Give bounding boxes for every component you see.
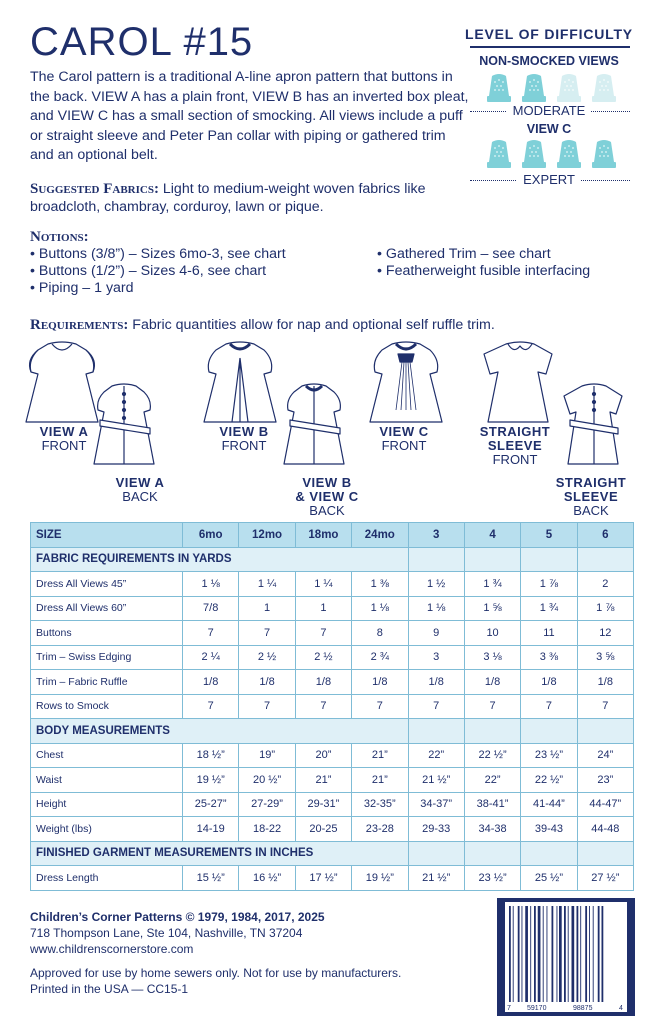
size-column-header: 6mo <box>183 523 239 548</box>
table-cell: 1/8 <box>521 670 577 695</box>
barcode-digits-1: 59170 <box>527 1005 547 1012</box>
row-label: Chest <box>31 743 183 768</box>
row-label: Rows to Smock <box>31 694 183 719</box>
table-section-header <box>31 547 634 572</box>
difficulty-group-viewc: VIEW C <box>526 122 572 136</box>
table-cell: 23 ½” <box>521 743 577 768</box>
table-cell: 1 <box>295 596 351 621</box>
table-row <box>31 596 634 621</box>
table-cell: 29-33 <box>408 817 464 842</box>
empty-cell <box>464 841 520 866</box>
table-cell: 1 ⅞ <box>577 596 633 621</box>
table-cell: 1 ¼ <box>295 572 351 597</box>
upc-barcode <box>497 898 635 1016</box>
barcode-bar <box>513 906 514 1002</box>
usage-notice <box>30 965 401 997</box>
barcode-bar <box>509 906 511 1002</box>
table-cell: 7 <box>239 694 295 719</box>
thimble-icon <box>521 138 547 170</box>
company-website[interactable]: www.childrenscornerstore.com <box>30 942 194 956</box>
table-cell: 25-27” <box>183 792 239 817</box>
table-cell: 21” <box>295 768 351 793</box>
empty-cell <box>521 841 577 866</box>
table-cell: 7 <box>295 694 351 719</box>
approval-text: Approved for use by home sewers only. Not for use by manufacturers. <box>30 966 402 980</box>
thimble-icon <box>556 72 582 104</box>
table-cell: 1/8 <box>183 670 239 695</box>
table-cell: 15 ½” <box>183 866 239 891</box>
table-cell: 23” <box>577 768 633 793</box>
size-column-header: 3 <box>408 523 464 548</box>
table-cell: 23 ½” <box>464 866 520 891</box>
table-cell: 7/8 <box>183 596 239 621</box>
label-view-a-front: VIEW A FRONT <box>39 424 89 453</box>
table-cell: 22 ½” <box>521 768 577 793</box>
table-row <box>31 817 634 842</box>
size-column-header: 5 <box>521 523 577 548</box>
table-cell: 1/8 <box>577 670 633 695</box>
barcode-bar <box>525 906 528 1002</box>
printed-text: Printed in the USA — CC15-1 <box>30 982 189 996</box>
table-cell: 3 ⅝ <box>577 645 633 670</box>
notions-list-left <box>30 246 286 297</box>
section-title: BODY MEASUREMENTS <box>31 719 409 744</box>
table-row <box>31 792 634 817</box>
table-cell: 23-28 <box>352 817 408 842</box>
empty-cell <box>408 547 464 572</box>
size-column-header: 4 <box>464 523 520 548</box>
table-cell: 44-47” <box>577 792 633 817</box>
barcode-digits-2: 98875 <box>573 1005 593 1012</box>
table-cell: 1/8 <box>352 670 408 695</box>
level-expert-label: EXPERT <box>517 172 581 187</box>
copyright-years: © 1979, 1984, 2017, 2025 <box>182 910 325 924</box>
barcode-bar <box>518 906 520 1002</box>
section-title: FABRIC REQUIREMENTS IN YARDS <box>31 547 409 572</box>
barcode-bar <box>593 906 594 1002</box>
table-row <box>31 768 634 793</box>
company-address: 718 Thompson Lane, Ste 104, Nashville, TN 37204 <box>30 926 303 940</box>
table-cell: 22” <box>464 768 520 793</box>
dress-view-bc-back <box>284 384 344 464</box>
table-cell: 34-37” <box>408 792 464 817</box>
table-cell: 12 <box>577 621 633 646</box>
notions-list-right <box>377 246 590 280</box>
table-cell: 2 ¼ <box>183 645 239 670</box>
table-cell: 38-41” <box>464 792 520 817</box>
dress-straight-sleeve-back <box>564 384 622 464</box>
size-column-header: 12mo <box>239 523 295 548</box>
table-cell: 25 ½” <box>521 866 577 891</box>
thimble-icon <box>591 72 617 104</box>
row-label: Height <box>31 792 183 817</box>
dress-straight-sleeve-front <box>484 342 552 422</box>
barcode-bar <box>552 906 554 1002</box>
table-row <box>31 670 634 695</box>
dress-view-c-front <box>370 342 442 422</box>
notions-heading: Notions: <box>30 229 89 245</box>
notion-item: • Buttons (1/2”) – Sizes 4-6, see chart <box>30 263 267 279</box>
table-cell: 2 <box>577 572 633 597</box>
table-cell: 1 ¾ <box>521 596 577 621</box>
table-cell: 7 <box>464 694 520 719</box>
barcode-bar <box>585 906 587 1002</box>
table-cell: 7 <box>352 694 408 719</box>
requirements-heading: Requirements: <box>30 317 129 333</box>
table-cell: 1/8 <box>295 670 351 695</box>
garment-views <box>0 330 658 520</box>
table-cell: 22” <box>408 743 464 768</box>
table-cell: 2 ½ <box>295 645 351 670</box>
table-cell: 20-25 <box>295 817 351 842</box>
table-cell: 19 ½” <box>183 768 239 793</box>
barcode-bar <box>530 906 531 1002</box>
table-cell: 39-43 <box>521 817 577 842</box>
table-row <box>31 621 634 646</box>
label-straight-front: STRAIGHT SLEEVE FRONT <box>479 424 551 467</box>
table-cell: 21” <box>352 743 408 768</box>
table-cell: 32-35” <box>352 792 408 817</box>
thimble-icon <box>591 138 617 170</box>
barcode-bar <box>564 906 566 1002</box>
table-cell: 44-48 <box>577 817 633 842</box>
table-cell: 3 <box>408 645 464 670</box>
table-cell: 20” <box>295 743 351 768</box>
table-cell: 1 <box>239 596 295 621</box>
table-row <box>31 743 634 768</box>
difficulty-heading: LEVEL OF DIFFICULTY <box>465 26 633 42</box>
notion-item: • Featherweight fusible interfacing <box>377 263 591 279</box>
table-section-header <box>31 841 634 866</box>
table-cell: 1 ⅛ <box>183 572 239 597</box>
table-cell: 21” <box>352 768 408 793</box>
table-cell: 10 <box>464 621 520 646</box>
barcode-bar <box>522 906 523 1002</box>
size-column-header: 6 <box>577 523 633 548</box>
fabrics-heading: Suggested Fabrics: <box>30 181 159 197</box>
difficulty-group-nonsmocked: NON-SMOCKED VIEWS <box>479 54 619 68</box>
barcode-bar <box>580 906 581 1002</box>
table-cell: 1 ¼ <box>239 572 295 597</box>
table-cell: 29-31” <box>295 792 351 817</box>
company-name: Children’s Corner Patterns <box>30 910 183 924</box>
table-cell: 7 <box>239 621 295 646</box>
table-section-header <box>31 719 634 744</box>
dress-view-a-front <box>26 342 98 422</box>
table-cell: 24” <box>577 743 633 768</box>
size-header-label: SIZE <box>31 523 183 548</box>
empty-cell <box>408 719 464 744</box>
table-cell: 9 <box>408 621 464 646</box>
barcode-bar <box>557 906 558 1002</box>
table-cell: 17 ½” <box>295 866 351 891</box>
barcode-bar <box>577 906 579 1002</box>
empty-cell <box>577 841 633 866</box>
barcode-bar <box>572 906 575 1002</box>
empty-cell <box>408 841 464 866</box>
empty-cell <box>577 547 633 572</box>
notion-item: • Buttons (3/8”) – Sizes 6mo-3, see chart <box>30 246 286 262</box>
size-chart-table <box>30 522 634 891</box>
table-cell: 11 <box>521 621 577 646</box>
barcode-bar <box>538 906 541 1002</box>
barcode-digit-left: 7 <box>507 1005 511 1012</box>
empty-cell <box>521 547 577 572</box>
label-view-bc-back: VIEW B & VIEW C BACK <box>295 475 359 518</box>
table-cell: 2 ¾ <box>352 645 408 670</box>
table-cell: 2 ½ <box>239 645 295 670</box>
label-straight-back: STRAIGHT SLEEVE BACK <box>555 475 627 518</box>
empty-cell <box>577 719 633 744</box>
notion-item: • Gathered Trim – see chart <box>377 246 551 262</box>
table-cell: 21 ½” <box>408 866 464 891</box>
row-label: Dress All Views 60” <box>31 596 183 621</box>
table-cell: 27-29” <box>239 792 295 817</box>
thimble-rating-moderate <box>486 72 617 104</box>
table-cell: 1 ⅝ <box>464 596 520 621</box>
table-cell: 7 <box>295 621 351 646</box>
barcode-bar <box>589 906 590 1002</box>
table-cell: 18 ½” <box>183 743 239 768</box>
suggested-fabrics <box>30 180 460 216</box>
table-cell: 27 ½” <box>577 866 633 891</box>
table-cell: 16 ½” <box>239 866 295 891</box>
barcode-bar <box>534 906 536 1002</box>
label-view-c-front: VIEW C FRONT <box>379 424 429 453</box>
table-cell: 19” <box>239 743 295 768</box>
dress-view-b-front <box>204 342 276 422</box>
barcode-bar <box>559 906 562 1002</box>
section-title: FINISHED GARMENT MEASUREMENTS IN INCHES <box>31 841 409 866</box>
level-moderate-label: MODERATE <box>507 103 592 118</box>
pattern-title: CAROL #15 <box>30 20 254 64</box>
barcode-bar <box>568 906 569 1002</box>
table-cell: 1 ½ <box>408 572 464 597</box>
publisher-info <box>30 909 325 957</box>
barcode-bar <box>598 906 600 1002</box>
barcode-bar <box>543 906 544 1002</box>
empty-cell <box>464 547 520 572</box>
barcode-bar <box>602 906 604 1002</box>
table-row <box>31 645 634 670</box>
table-cell: 1 ⅛ <box>408 596 464 621</box>
table-cell: 7 <box>183 621 239 646</box>
row-label: Dress Length <box>31 866 183 891</box>
row-label: Buttons <box>31 621 183 646</box>
table-cell: 1/8 <box>239 670 295 695</box>
table-cell: 7 <box>408 694 464 719</box>
table-cell: 3 ⅛ <box>464 645 520 670</box>
size-column-header: 24mo <box>352 523 408 548</box>
barcode-digit-right: 4 <box>619 1005 623 1012</box>
table-cell: 7 <box>577 694 633 719</box>
table-cell: 3 ⅜ <box>521 645 577 670</box>
table-row <box>31 694 634 719</box>
row-label: Trim – Fabric Ruffle <box>31 670 183 695</box>
notion-item: • Piping – 1 yard <box>30 280 134 296</box>
table-cell: 7 <box>521 694 577 719</box>
table-cell: 19 ½” <box>352 866 408 891</box>
fabrics-text: Light to medium-weight woven fabrics like broadcloth, chambray, corduroy, lawn or pique. <box>30 181 426 215</box>
thimble-icon <box>486 138 512 170</box>
pattern-description: The Carol pattern is a traditional A-line apron pattern that buttons in the back. VIEW A has a plain front, VIEW B has an inverted box pleat, and VIEW C has a small section of smocking. All views include a puff or straight sleeve and Peter Pan collar with piping or gathered trim and an optional belt. <box>30 69 469 163</box>
table-row <box>31 572 634 597</box>
table-cell: 14-19 <box>183 817 239 842</box>
thimble-icon <box>486 72 512 104</box>
table-row <box>31 866 634 891</box>
label-view-b-front: VIEW B FRONT <box>219 424 269 453</box>
row-label: Trim – Swiss Edging <box>31 645 183 670</box>
thimble-icon <box>521 72 547 104</box>
empty-cell <box>521 719 577 744</box>
thimble-rating-expert <box>486 138 617 170</box>
table-cell: 1/8 <box>464 670 520 695</box>
empty-cell <box>464 719 520 744</box>
table-cell: 8 <box>352 621 408 646</box>
table-cell: 34-38 <box>464 817 520 842</box>
table-cell: 18-22 <box>239 817 295 842</box>
table-cell: 22 ½” <box>464 743 520 768</box>
table-cell: 1/8 <box>408 670 464 695</box>
table-cell: 41-44” <box>521 792 577 817</box>
table-cell: 1 ¾ <box>464 572 520 597</box>
table-cell: 1 ⅛ <box>352 596 408 621</box>
table-cell: 1 ⅜ <box>352 572 408 597</box>
barcode-bar <box>547 906 548 1002</box>
table-cell: 1 ⅞ <box>521 572 577 597</box>
requirements-text: Fabric quantities allow for nap and optional self ruffle trim. <box>128 317 495 333</box>
thimble-icon <box>556 138 582 170</box>
difficulty-divider <box>470 46 630 48</box>
label-view-a-back: VIEW A BACK <box>115 475 165 504</box>
table-cell: 21 ½” <box>408 768 464 793</box>
row-label: Dress All Views 45” <box>31 572 183 597</box>
table-cell: 7 <box>183 694 239 719</box>
size-header-row <box>31 523 634 548</box>
row-label: Weight (lbs) <box>31 817 183 842</box>
table-cell: 20 ½” <box>239 768 295 793</box>
size-column-header: 18mo <box>295 523 351 548</box>
row-label: Waist <box>31 768 183 793</box>
